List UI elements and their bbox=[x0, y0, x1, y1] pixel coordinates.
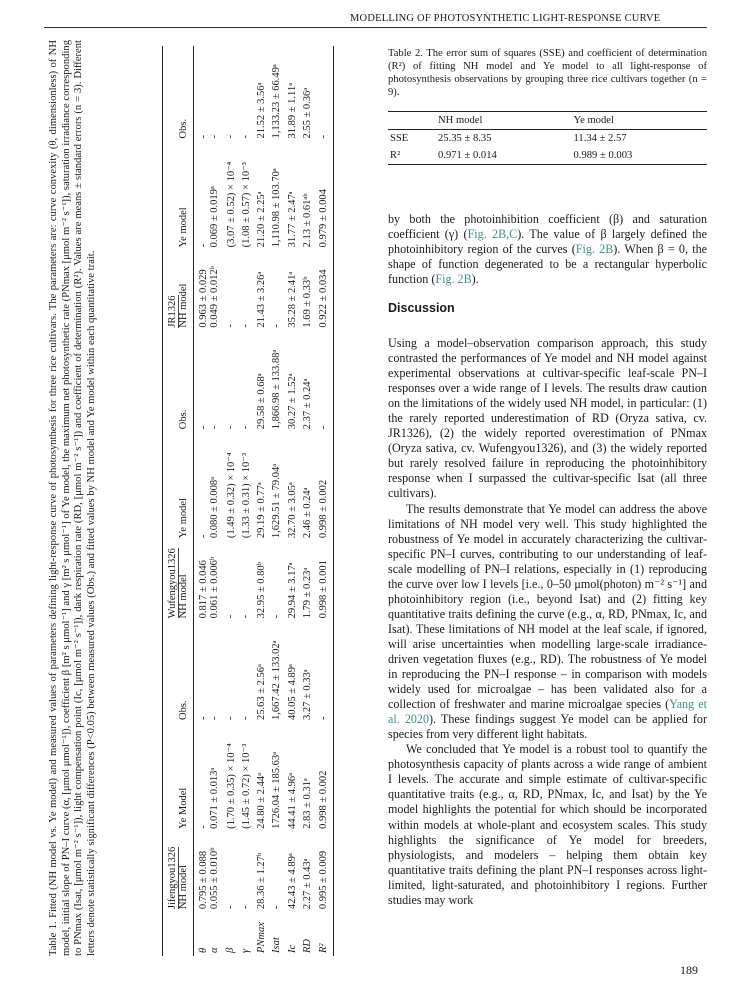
table-cell: 32.95 ± 0.80ᵇ bbox=[255, 562, 267, 619]
table-cell: 25.63 ± 2.56ᵃ bbox=[255, 664, 267, 720]
table-cell: 40.05 ± 4.89ᵃ bbox=[286, 664, 298, 720]
running-title: MODELLING OF PHOTOSYNTHETIC LIGHT-RESPONSE CURVE bbox=[350, 13, 661, 24]
subheader: Ye model bbox=[178, 498, 189, 539]
table-row bbox=[388, 130, 707, 148]
table-cell: (1.33 ± 0.31) × 10⁻³ bbox=[241, 453, 252, 539]
table-cell: - bbox=[240, 905, 251, 910]
table-cell: - bbox=[317, 716, 329, 720]
table-cell: - bbox=[198, 425, 209, 430]
table1-rotated-container bbox=[44, 38, 374, 958]
table-cell: 0.071 ± 0.013ᵃ bbox=[209, 767, 220, 829]
subheader: Ye model bbox=[178, 207, 189, 248]
subheader: Ye Model bbox=[178, 787, 189, 829]
table-cell: 11.34 ± 2.57 bbox=[573, 133, 627, 144]
table-cell: - bbox=[317, 134, 329, 139]
table-cell: - bbox=[240, 134, 251, 139]
table-cell: - bbox=[198, 716, 209, 720]
table-cell: 29.19 ± 0.77ᵃ bbox=[255, 482, 267, 539]
param-label: Isat bbox=[271, 937, 282, 953]
table-cell: 0.055 ± 0.010ᵇ bbox=[209, 847, 220, 910]
figure-link[interactable]: Fig. 2B bbox=[575, 242, 614, 257]
table-cell: 2.55 ± 0.36ᵃ bbox=[302, 87, 313, 139]
table-cell: 0.061 ± 0.006ᵇ bbox=[209, 556, 220, 619]
discussion-paragraph: We concluded that Ye model is a robust tool to quantify the photosynthesis capacity of plants across a wide range of ambient I levels. The accurate and simple estimate of cultivar-specific quantitative traits (e.g., α, RD, PNmax, Ic, and Isat) by the Ye model highlights the potential for which should be incorporated within models at whole-plant and ecosystem scales. This study highlights the significance of Ye model for breeders, physiologists, and modelers – helping them obtain key quantitative traits defining the plant PN–I responses across light-limited, light-saturated, and photoinhibitory I regions. Further studies may work bbox=[388, 742, 707, 907]
table-cell: 1,866.98 ± 133.88ᵃ bbox=[271, 349, 282, 430]
table-cell: - bbox=[271, 905, 282, 910]
table-cell: - bbox=[224, 905, 236, 910]
table1 bbox=[162, 46, 334, 956]
table-row bbox=[225, 46, 241, 956]
table-row bbox=[256, 46, 272, 956]
table-cell: 0.998 ± 0.002 bbox=[317, 479, 329, 539]
table-cell: 0.080 ± 0.008ᵃ bbox=[209, 476, 220, 539]
table1-body bbox=[194, 46, 334, 956]
table-cell: (1.08 ± 0.57) × 10⁻³ bbox=[241, 162, 252, 248]
table2-caption: Table 2. The error sum of squares (SSE) and coefficient of determination (R²) of fitting NH model and Ye model to all light-response of photosynthesis observations by grouping three rice cultivars together (n = 9). bbox=[388, 48, 707, 98]
table-cell: 2.46 ± 0.24ᵃ bbox=[302, 487, 313, 539]
table-cell: 0.971 ± 0.014 bbox=[438, 150, 497, 161]
table-cell: - bbox=[198, 134, 209, 139]
table-cell: (1.49 ± 0.32) × 10⁻⁴ bbox=[225, 452, 237, 539]
table-cell: - bbox=[240, 716, 251, 720]
table1-block bbox=[44, 38, 374, 958]
table-cell: 21.52 ± 3.56ᵃ bbox=[255, 82, 267, 139]
param-label: RD bbox=[302, 939, 313, 953]
table-cell: - bbox=[209, 134, 220, 139]
table-row bbox=[240, 46, 256, 956]
table-cell: - bbox=[224, 425, 236, 430]
table-cell: 21.20 ± 2.25ᵃ bbox=[255, 191, 267, 248]
table-cell: - bbox=[198, 825, 209, 829]
header-rule bbox=[44, 27, 707, 28]
table-cell: - bbox=[198, 534, 209, 539]
table-cell: 2.13 ± 0.61ᵃᵇ bbox=[302, 193, 313, 248]
reference-link[interactable]: Yang et al. 2020 bbox=[388, 697, 707, 727]
table-cell: 2.27 ± 0.43ᵃ bbox=[302, 858, 313, 910]
figure-link[interactable]: Fig. 2B bbox=[435, 272, 472, 287]
table-cell: 29.58 ± 0.68ᵃ bbox=[255, 373, 267, 430]
table2-header: NH model bbox=[438, 115, 483, 126]
table-cell: 0.998 ± 0.002 bbox=[317, 770, 329, 829]
table-cell: - bbox=[224, 134, 236, 139]
table-cell: 0.795 ± 0.088 bbox=[198, 850, 209, 910]
table-cell: - bbox=[224, 716, 236, 720]
table-cell: 44.41 ± 4.96ᵃ bbox=[286, 773, 298, 829]
table-cell: (3.07 ± 0.52) × 10⁻⁴ bbox=[225, 161, 237, 248]
table-cell: 0.963 ± 0.029 bbox=[198, 269, 209, 328]
table-cell: 32.70 ± 3.05ᵃ bbox=[286, 482, 298, 539]
table-cell: 42.43 ± 4.89ᵃ bbox=[286, 853, 298, 910]
cultivar-header: Wufengyou1326 bbox=[167, 548, 178, 619]
table-row bbox=[287, 46, 303, 956]
table-cell: 0.998 ± 0.001 bbox=[317, 560, 329, 619]
table-cell: - bbox=[271, 614, 282, 619]
discussion-body bbox=[388, 336, 707, 908]
table-cell: 1726.04 ± 185.63ᵃ bbox=[271, 752, 282, 829]
table-cell: - bbox=[240, 425, 251, 430]
param-col-header bbox=[178, 912, 194, 956]
subheader: Obs. bbox=[178, 409, 189, 430]
table-cell: 2.37 ± 0.24ᵃ bbox=[302, 378, 313, 430]
results-paragraph: by both the photoinhibition coefficient (β) and saturation coefficient (γ) (Fig. 2B,C). The value of β largely defined the photoinhibitory region of the curves (Fig. 2B). When β = 0, the shape of function degenerated to be a rectangular hyperbolic function (Fig. 2B). bbox=[388, 212, 708, 287]
row-label: R² bbox=[390, 150, 401, 161]
table-cell: (1.45 ± 0.72) × 10⁻³ bbox=[241, 743, 252, 829]
table-cell: 21.43 ± 3.26ᵃ bbox=[255, 271, 267, 328]
table-cell: 28.36 ± 1.27ᵇ bbox=[255, 852, 267, 910]
param-label: α bbox=[209, 947, 220, 953]
table-row bbox=[388, 147, 707, 165]
table-cell: 3.27 ± 0.33ᵃ bbox=[302, 669, 313, 720]
table-cell: 2.83 ± 0.31ᵃ bbox=[302, 778, 313, 829]
table-cell: 0.922 ± 0.034 bbox=[317, 269, 329, 328]
param-label: PNmax bbox=[255, 922, 267, 953]
figure-link[interactable]: Fig. 2B,C bbox=[467, 227, 518, 242]
table-cell: 0.989 ± 0.003 bbox=[573, 150, 633, 161]
page-number: 189 bbox=[680, 963, 698, 977]
table-cell: - bbox=[209, 716, 220, 720]
table-cell: 31.77 ± 2.47ᵃ bbox=[286, 191, 298, 248]
table-cell: - bbox=[209, 425, 220, 430]
table1-corner bbox=[163, 912, 179, 956]
table-cell: - bbox=[224, 324, 236, 328]
param-label: γ bbox=[240, 948, 251, 953]
row-label: SSE bbox=[390, 133, 409, 144]
table2-header: Ye model bbox=[573, 115, 614, 126]
table-row bbox=[271, 46, 287, 956]
param-label: θ bbox=[198, 947, 209, 953]
param-label: β bbox=[224, 947, 236, 953]
table1-caption: Table 1. Fitted (NH model vs. Ye model) and measured values of parameters defining light-response curve of photosynthesis for three rice cultivars. The parameters are: curve convexity (θ, dimensionless) of NH model, initial slope of PN–I curve (α, [μmol μmol⁻¹]), coefficient β [m² s μmol⁻¹] and γ [m² s μmol⁻¹] of Ye model, the maximum net photosynthetic rate (PNmax [μmol m⁻² s⁻¹]), saturation irradiance corresponding to PNmax (Isat, [μmol m⁻² s⁻¹]), light compensation point (Ic, [μmol m⁻² s⁻¹]), dark respiration rate (RD, [μmol m⁻² s⁻¹]) and coefficient of determination (R²). Values are means ± standard errors (n = 3). Different letters denote statistically significant differences (P<0.05) between measured values (Obs.) and fitted values by NH model and Ye model within each quantitative trait. bbox=[48, 40, 97, 956]
table-cell: (1.70 ± 0.35) × 10⁻⁴ bbox=[225, 743, 237, 829]
discussion-paragraph: The results demonstrate that Ye model can address the above limitations of NH model very well. This study highlighted the robustness of Ye model in accurately characterizing the cultivar-specific PN–I curves, contributing to our understanding of leaf-scale modelling of PN–I relations, especially in (1) reproducing the curve over low I levels [i.e., 0–50 μmol(photon) m⁻² s⁻¹] and photoinhibitory region (i.e., beyond Isat) and (2) fitting key quantitative traits defining the curve (e.g., α, RD, PNmax, Ic, and Isat). These limitations of NH model at the leaf scale, if ignored, will arise uncertainties when modelling large-scale irradiance-driven vegetation fluxes (e.g., RD). The robustness of Ye model in reproducing the PN–I response – in comparison with models widely used for microalgae – has been validated also for a collection of freshwater and marine microalgae species (Yang et al. 2020). These findings suggest Ye model can be applied for species from very different light habitats. bbox=[388, 501, 707, 742]
table-cell: - bbox=[271, 324, 282, 328]
table-cell: 0.979 ± 0.004 bbox=[317, 189, 329, 248]
table-cell: 0.069 ± 0.019ᵃ bbox=[209, 186, 220, 248]
table-cell: - bbox=[240, 324, 251, 328]
table-cell: - bbox=[224, 614, 236, 619]
table-cell: 1,133.23 ± 66.49ᵃ bbox=[271, 64, 282, 139]
table-cell: 35.28 ± 2.41ᵃ bbox=[286, 271, 298, 328]
table-cell: 29.94 ± 3.17ᵃ bbox=[286, 562, 298, 619]
section-heading: Discussion bbox=[388, 301, 455, 315]
subheader: NH model bbox=[178, 283, 189, 328]
table-cell: 24.80 ± 2.44ᵃ bbox=[255, 773, 267, 829]
table-row bbox=[194, 46, 210, 956]
table-cell: 25.35 ± 8.35 bbox=[438, 133, 492, 144]
table-cell: - bbox=[317, 425, 329, 430]
table-cell: 1.69 ± 0.33ᵇ bbox=[302, 276, 313, 328]
table-row bbox=[318, 46, 334, 956]
table-row bbox=[209, 46, 225, 956]
param-label: Ic bbox=[286, 944, 298, 953]
table2-header bbox=[388, 112, 436, 130]
table-cell: - bbox=[240, 614, 251, 619]
cultivar-header: JR1326 bbox=[167, 295, 178, 328]
table-cell: 0.817 ± 0.046 bbox=[198, 560, 209, 619]
param-label: R² bbox=[317, 943, 329, 953]
table-cell: 30.27 ± 1.52ᵃ bbox=[286, 373, 298, 430]
table-cell: 31.89 ± 1.11ᵃ bbox=[286, 82, 298, 139]
subheader: Obs. bbox=[178, 118, 189, 139]
table2 bbox=[388, 111, 707, 165]
table-cell: 0.049 ± 0.012ᵇ bbox=[209, 266, 220, 328]
table2-block bbox=[388, 47, 707, 165]
cultivar-header: Jifengyou1326 bbox=[167, 846, 178, 910]
table-cell: 1.79 ± 0.23ᵃ bbox=[302, 567, 313, 619]
table-cell: 1,629.51 ± 79.04ᵃ bbox=[271, 463, 282, 539]
table-cell: 1,110.98 ± 103.70ᵃ bbox=[271, 168, 282, 248]
table-cell: 0.995 ± 0.009 bbox=[317, 850, 329, 910]
table-row bbox=[302, 46, 318, 956]
table-cell: 1,667.42 ± 133.02ᵃ bbox=[271, 640, 282, 720]
table-cell: - bbox=[198, 243, 209, 248]
subheader: Obs. bbox=[178, 700, 189, 720]
subheader: NH model bbox=[178, 574, 189, 619]
discussion-paragraph: Using a model–observation comparison approach, this study contrasted the performances of Ye model and NH model against experimental observations at cultivar-specific leaf-scale PN–I responses over a wide range of I levels. The results draw caution on the limitations of the widely used NH model, in particular: (1) the rarely reported underestimation of RD (Oryza sativa, cv. JR1326), (2) the widely reported overestimation of PNmax (Oryza sativa, cv. Wufengyou1326), and (3) the widely reported but rarely resolved failure in reproducing the photoinhibitory response when I surpassed the cultivar-specific Isat (all three cultivars). bbox=[388, 336, 707, 501]
subheader: NH model bbox=[178, 865, 189, 910]
